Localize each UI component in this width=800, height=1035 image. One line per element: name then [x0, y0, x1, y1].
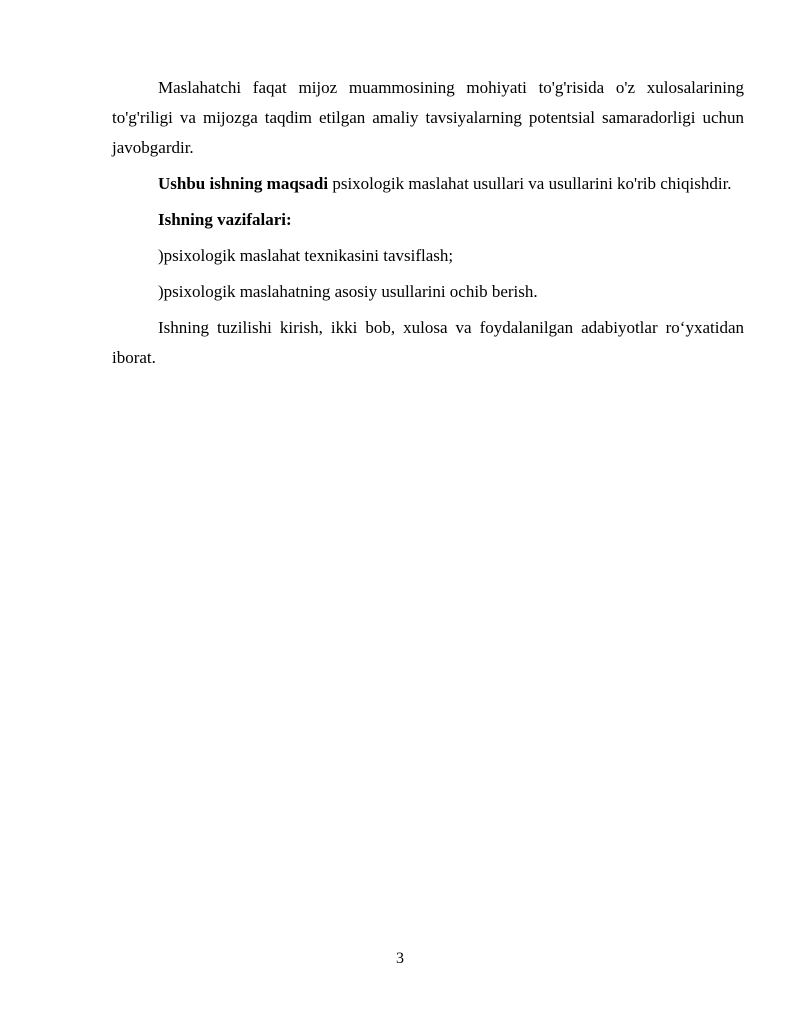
- goal-text: psixologik maslahat usullari va usullarini ko'rib chiqishdir.: [328, 174, 732, 193]
- task-item-2: )psixologik maslahatning asosiy usullarini ochib berish.: [158, 282, 538, 301]
- tasks-heading: Ishning vazifalari:: [158, 210, 292, 229]
- paragraph-goal: [112, 169, 744, 199]
- paragraph-structure: Ishning tuzilishi kirish, ikki bob, xulosa va foydalanilgan adabiyotlar ro‘yxatidan iborat.: [112, 318, 744, 367]
- page-content: [112, 73, 744, 379]
- page-number: 3: [396, 950, 404, 967]
- paragraph-intro: Maslahatchi faqat mijoz muammosining mohiyati to'g'risida o'z xulosalarining to'g'riligi va mijozga taqdim etilgan amaliy tavsiyalarning potentsial samaradorligi uchun javobgardir.: [112, 78, 744, 157]
- task-item-1: )psixologik maslahat texnikasini tavsiflash;: [158, 246, 454, 265]
- goal-label: Ushbu ishning maqsadi: [158, 174, 329, 193]
